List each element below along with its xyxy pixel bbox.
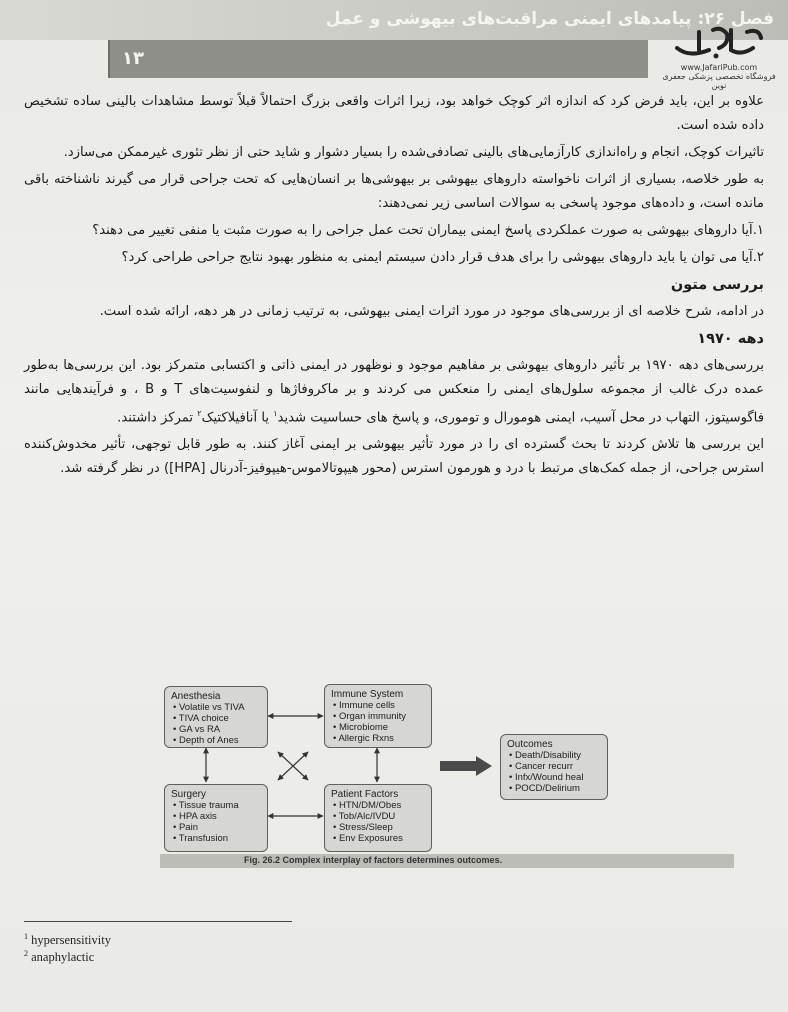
list-item: • Stress/Sleep [333,822,425,833]
footnote-divider [24,921,292,922]
chapter-title: فصل ۲۶: پیامدهای ایمنی مراقبت‌های بیهوشی و عمل [325,9,774,29]
publisher-logo [660,22,778,94]
list-item: • POCD/Delirium [509,783,601,794]
chapter-header [108,40,648,78]
anesthesia-box [164,686,268,748]
logo-shop-name: فروشگاه تخصصی پزشکی جعفری نوین [662,72,776,90]
text-run: یا آنافیلاکتیک [201,410,274,426]
list-item: • Infx/Wound heal [509,772,601,783]
header-divider [108,40,110,78]
footnote-ref: ۲ [197,409,202,418]
paragraph: این بررسی ها تلاش کردند تا بحث گسترده ای را در مورد تأثیر بیهوشی بر ایمنی آغاز کنند. به طور قابل توجهی، تأثیر مخدوش‌کننده استرس جراحی، از جمله کمک‌های مرتبط با درد و هورمون استرس (محور هیپوتالاموس-هیپوفیز-آدرنال [HPA]) در نظر گرفته شد. [24,437,764,477]
list-item: • Pain [173,822,261,833]
patient-factors-box [324,784,432,852]
footnotes [24,930,111,964]
list-item: • HPA axis [173,811,261,822]
figure-caption: Fig. 26.2 Complex interplay of factors determines outcomes. [244,855,503,865]
immune-title: Immune System [331,689,404,700]
footnote-number: 2 [24,949,28,959]
logo-url: www.JafariPub.com [680,63,758,72]
paragraph: تاثیرات کوچک، انجام و راه‌اندازی کارآزمایی‌های بالینی تصادفی‌شده را بسیار دشوار و شاید حتی از نظر تئوری غیرممکن می‌سازد. [63,145,764,160]
paragraph: علاوه بر این، باید فرض کرد که اندازه اثر کوچک خواهد بود، زیرا اثرات واقعی بزرگ احتمالاً قبلاً توسط مشاهدات بالینی ساده تشخیص داده شده است. [24,94,764,133]
list-item: • Tissue trauma [173,800,261,811]
section-heading-1970s: دهه ۱۹۷۰ [697,331,764,347]
list-item: • Tob/Alc/IVDU [333,811,425,822]
list-item: • TIVA choice [173,713,261,724]
surgery-box [164,784,268,852]
paragraph [24,354,764,430]
list-item: • Depth of Anes [173,735,261,746]
outcomes-box [500,734,608,800]
body-text [24,90,764,484]
list-item: • Volatile vs TIVA [173,702,261,713]
surgery-title: Surgery [171,789,207,800]
footnote-ref: ۱ [273,409,278,418]
patient-title: Patient Factors [331,789,399,800]
footnote-text: anaphylactic [31,950,95,965]
outcomes-title: Outcomes [507,739,553,750]
section-heading-review: بررسی متون [670,277,764,293]
list-item: • Allergic Rxns [333,733,425,744]
list-item: • Immune cells [333,700,425,711]
figure-26-2 [140,676,734,872]
list-item: • GA vs RA [173,724,261,735]
text-run: بررسی‌های دهه ۱۹۷۰ بر تأثیر داروهای بیهوشی بر مفاهیم موجود و نوظهور در ایمنی ذاتی و اکتسابی متمرکز بود. این بررسی‌ها به‌طور عمده درک غالب از مجموعه سلول‌های ایمنی را منعکس می کردند و بر ماکروفاژها و لنفوسیت‌های T و B ، و فرآیندهایی مانند فاگوسیتوز، التهاب در محل آسیب، ایمنی هومورال و توموری، و پاسخ های حساسیت شدید [24,358,765,426]
footnote [24,930,111,947]
question-item: ۲.آیا می توان یا باید داروهای بیهوشی را برای هدف قرار دادن سیستم ایمنی به منظور بهبود نتایج جراحی طراحی کرد؟ [121,250,764,265]
footnote-text: hypersensitivity [31,933,111,948]
question-item: ۱.آیا داروهای بیهوشی به صورت عملکردی پاسخ ایمنی بیماران تحت عمل جراحی را به صورت مثبت یا منفی تغییر می دهند؟ [92,223,764,238]
list-item: • Env Exposures [333,833,425,844]
immune-system-box [324,684,432,748]
text-run: تمرکز داشتند. [117,410,198,426]
page-number: ۱۳ [122,48,144,69]
arrow-to-outcomes [440,756,492,776]
footnote [24,947,111,964]
list-item: • Organ immunity [333,711,425,722]
footnote-number: 1 [24,932,28,941]
list-item: • Microbiome [333,722,425,733]
list-item: • Transfusion [173,833,261,844]
list-item: • Cancer recurr [509,761,601,772]
jafari-logo-icon [669,22,769,62]
list-item: • HTN/DM/Obes [333,800,425,811]
paragraph: در ادامه، شرح خلاصه ای از بررسی‌های موجود در مورد اثرات ایمنی بیهوشی، به ترتیب زمانی در هر دهه، ارائه شده است. [99,304,764,319]
anesthesia-title: Anesthesia [171,691,221,702]
paragraph: به طور خلاصه، بسیاری از اثرات ناخواسته داروهای بیهوشی بر بیهوشی‌ها بر انسان‌هایی که تحت جراحی قرار می گیرند ناشناخته باقی مانده است، و داده‌های موجود پاسخی به سوالات اساسی زیر نمی‌دهند: [24,172,764,211]
list-item: • Death/Disability [509,750,601,761]
